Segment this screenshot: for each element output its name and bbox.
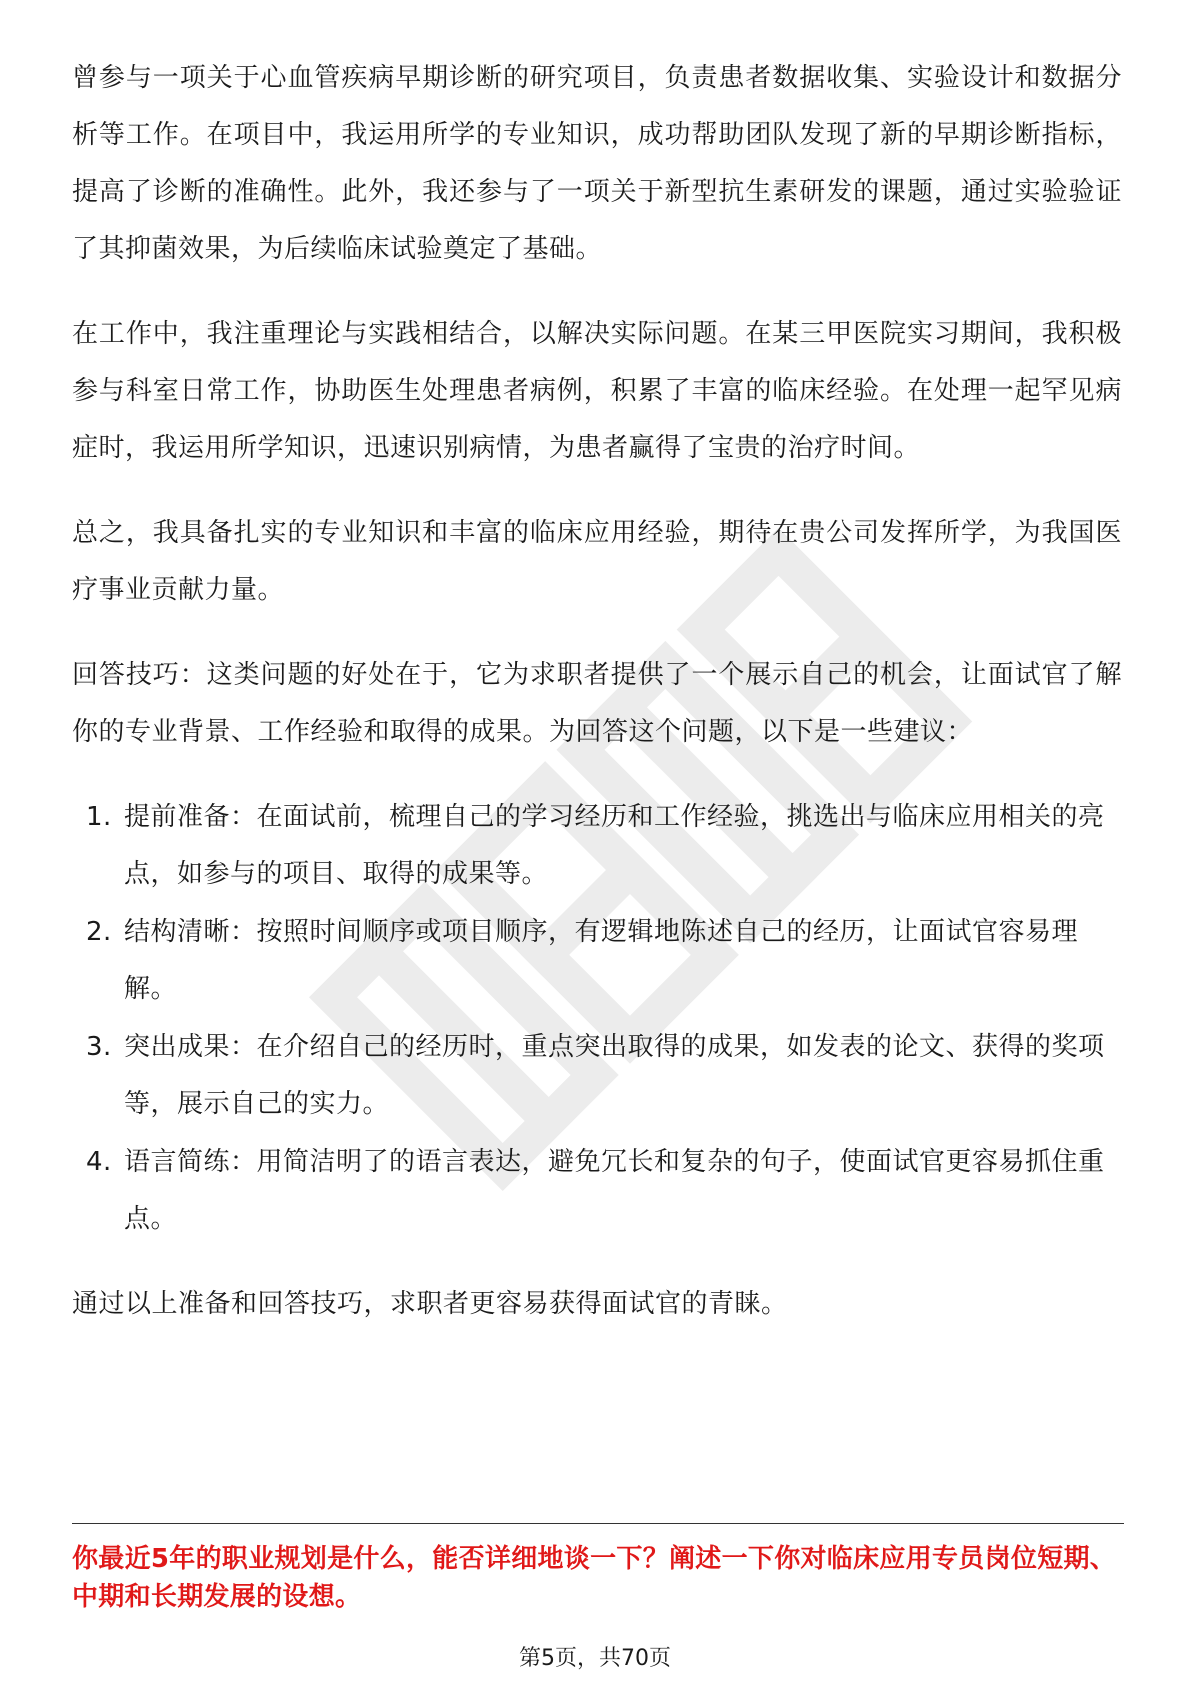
list-number: 4.: [86, 1147, 112, 1177]
paragraph-summary: 总之，我具备扎实的专业知识和丰富的临床应用经验，期待在贵公司发挥所学，为我国医疗事业贡献力量。: [72, 518, 1122, 605]
list-number: 2.: [86, 917, 112, 947]
paragraph-work: 在工作中，我注重理论与实践相结合，以解决实际问题。在某三甲医院实习期间，我积极参与科室日常工作，协助医生处理患者病例，积累了丰富的临床经验。在处理一起罕见病症时，我运用所学知识，迅速识别病情，为患者赢得了宝贵的治疗时间。: [72, 319, 1122, 463]
list-number: 1.: [86, 802, 112, 832]
list-item: [72, 1134, 1122, 1248]
list-item: [72, 904, 1122, 1018]
list-item: [72, 1019, 1122, 1133]
list-text: 语言简练：用简洁明了的语言表达，避免冗长和复杂的句子，使面试官更容易抓住重点。: [124, 1147, 1105, 1234]
list-text: 提前准备：在面试前，梳理自己的学习经历和工作经验，挑选出与临床应用相关的亮点，如参与的项目、取得的成果等。: [124, 802, 1105, 889]
paragraph-answer-tips: 回答技巧：这类问题的好处在于，它为求职者提供了一个展示自己的机会，让面试官了解你的专业背景、工作经验和取得的成果。为回答这个问题，以下是一些建议：: [72, 660, 1122, 747]
page-number-footer: 第5页，共70页: [519, 1646, 671, 1671]
tips-list: [72, 789, 1122, 1248]
next-question-heading: 你最近5年的职业规划是什么，能否详细地谈一下？阐述一下你对临床应用专员岗位短期、中期和长期发展的设想。: [72, 1544, 1117, 1612]
list-item: [72, 789, 1122, 903]
section-divider: [72, 1523, 1124, 1524]
page-body: [72, 50, 1122, 1361]
paragraph-research: 曾参与一项关于心血管疾病早期诊断的研究项目，负责患者数据收集、实验设计和数据分析等工作。在项目中，我运用所学的专业知识，成功帮助团队发现了新的早期诊断指标，提高了诊断的准确性。此外，我还参与了一项关于新型抗生素研发的课题，通过实验验证了其抑菌效果，为后续临床试验奠定了基础。: [72, 63, 1122, 264]
list-text: 结构清晰：按照时间顺序或项目顺序，有逻辑地陈述自己的经历，让面试官容易理解。: [124, 917, 1079, 1004]
list-number: 3.: [86, 1032, 112, 1062]
paragraph-closing: 通过以上准备和回答技巧，求职者更容易获得面试官的青睐。: [72, 1289, 788, 1319]
list-text: 突出成果：在介绍自己的经历时，重点突出取得的成果，如发表的论文、获得的奖项等，展示自己的实力。: [124, 1032, 1105, 1119]
